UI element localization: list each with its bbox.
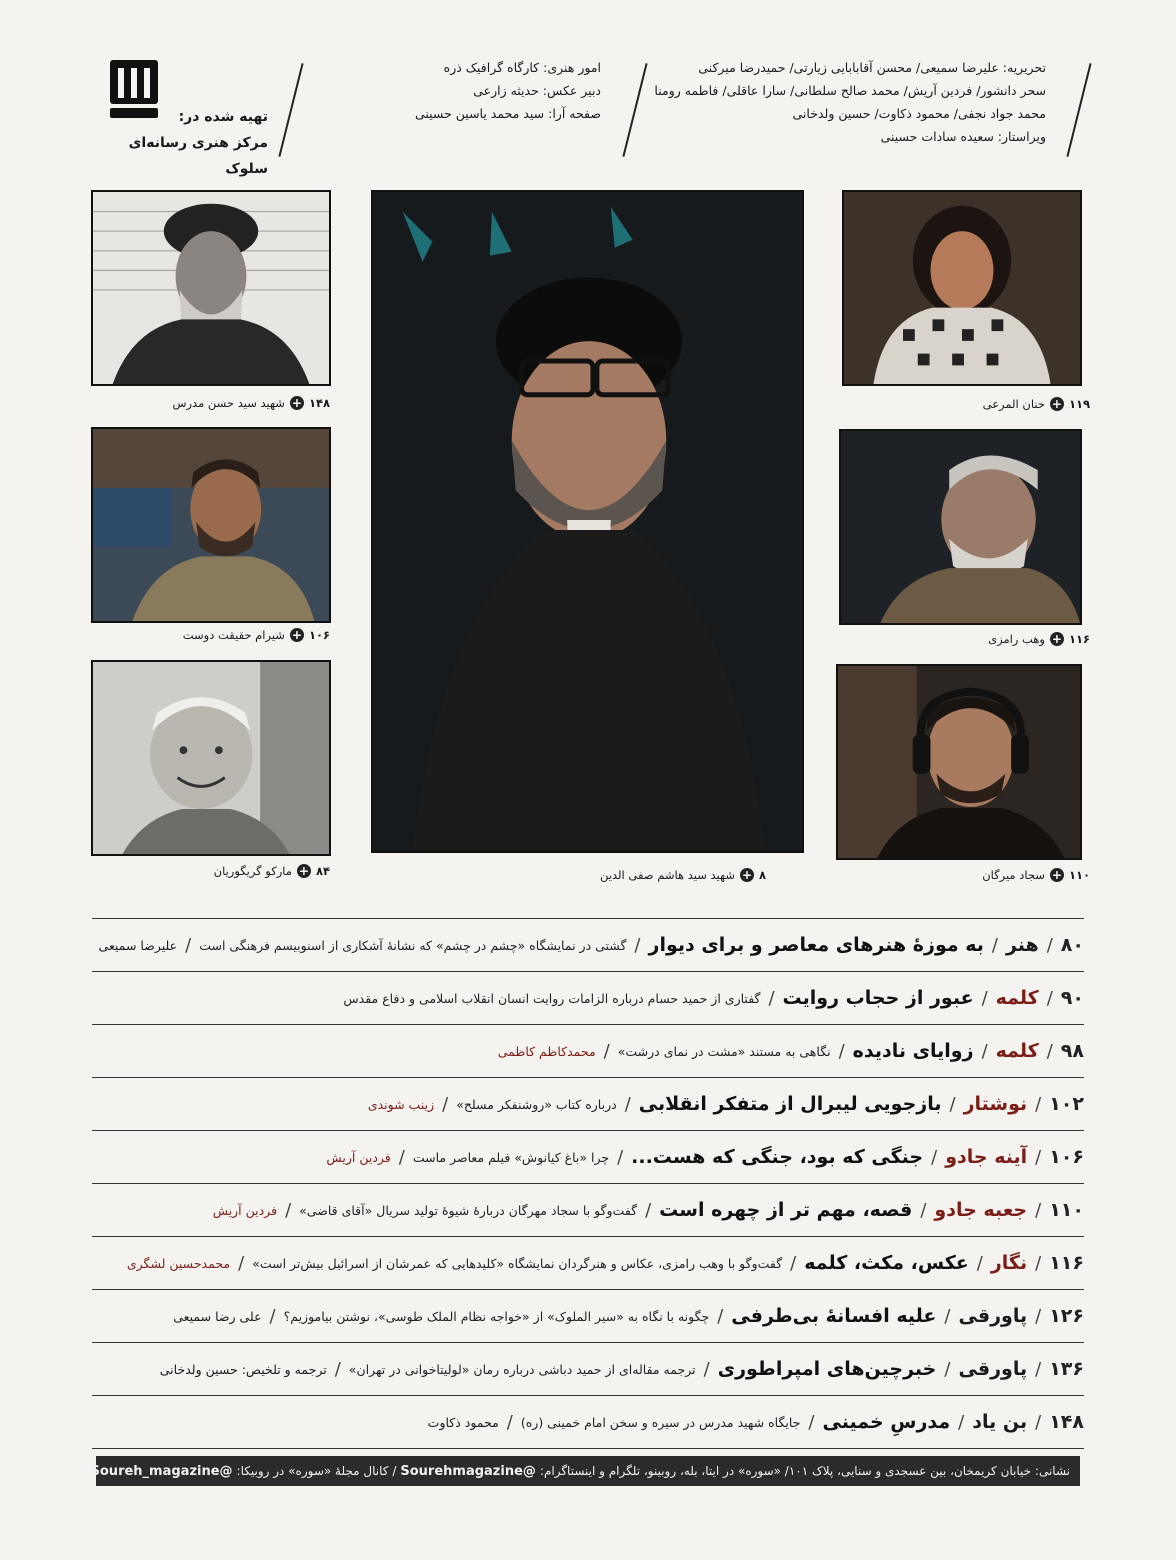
- toc-title: بازجویی لیبرال از متفکر انقلابی: [638, 1093, 942, 1115]
- toc-author: محمدکاظم کاظمی: [497, 1043, 596, 1059]
- slash-separator: /: [185, 934, 192, 956]
- toc-section: جعبه جادو: [934, 1199, 1028, 1221]
- toc-page-number: ۱۳۶: [1049, 1358, 1084, 1380]
- slash-separator: /: [981, 987, 988, 1009]
- toc-row[interactable]: [92, 1343, 1084, 1396]
- caption-text: سجاد میرگان: [982, 868, 1045, 882]
- caption-main: [600, 868, 766, 882]
- slash-separator: /: [442, 1093, 449, 1115]
- footer-channel-label: / کانال مجلهٔ «سوره» در روبیکا:: [236, 1464, 397, 1478]
- toc-author: زینب شوندی: [367, 1096, 435, 1112]
- toc-row[interactable]: [92, 919, 1084, 972]
- toc-title: به موزهٔ هنرهای معاصر و برای دیوار: [648, 934, 984, 956]
- toc-author: علی رضا سمیعی: [173, 1308, 262, 1324]
- plus-icon: +: [1051, 632, 1062, 646]
- plus-icon: +: [291, 396, 302, 410]
- toc-page-number: ۹۰: [1060, 987, 1084, 1009]
- caption-haghighat: [183, 628, 330, 642]
- toc-page-number: ۸۰: [1060, 934, 1084, 956]
- portrait-image: [844, 192, 1080, 384]
- portrait-image: [841, 431, 1080, 623]
- slash-separator: /: [944, 1358, 951, 1380]
- slash-separator: /: [976, 1252, 983, 1274]
- toc-row[interactable]: [92, 1184, 1084, 1237]
- toc-description: جایگاه شهید مدرس در سیره و سخن امام خمینی (ره): [520, 1414, 801, 1430]
- credit-line: سحر دانشور/ فردین آریش/ محمد صالح سلطانی/ سارا عاقلی/ فاطمه رومنا: [654, 83, 1046, 98]
- divider: [278, 63, 303, 157]
- toc-section: هنر: [1005, 934, 1039, 956]
- slash-separator: /: [238, 1252, 245, 1274]
- slash-separator: /: [981, 1040, 988, 1062]
- toc-title: عبور از حجاب روایت: [782, 987, 974, 1009]
- slash-separator: /: [624, 1093, 631, 1115]
- toc-row[interactable]: [92, 1290, 1084, 1343]
- toc-row[interactable]: [92, 1237, 1084, 1290]
- credits-art: [341, 56, 601, 125]
- footer-bar: [90, 1456, 1080, 1486]
- toc-author: علیرضا سمیعی: [98, 937, 178, 953]
- slash-separator: /: [398, 1146, 405, 1168]
- footer-handle-rubika[interactable]: @Soureh_magazine: [90, 1463, 233, 1479]
- slash-separator: /: [1046, 934, 1053, 956]
- producer-name: مرکز هنری رسانه‌ای سلوک: [128, 135, 268, 177]
- toc-section: پاورقی: [958, 1358, 1028, 1380]
- toc-row[interactable]: [92, 972, 1084, 1025]
- slash-separator: /: [768, 987, 775, 1009]
- toc-description: گفت‌وگو با سجاد مهرگان دربارهٔ شیوهٔ تولید سریال «آقای قاضی»: [299, 1202, 638, 1218]
- credit-line: تحریریه: علیرضا سمیعی/ محسن آقابابایی زیارتی/ حمیدرضا میرکنی: [698, 60, 1046, 75]
- toc-title: خبرچین‌های امپراطوری: [717, 1358, 937, 1380]
- slash-separator: /: [958, 1411, 965, 1433]
- footer-address: نشانی: خیابان کریمخان، بین عسجدی و سنایی، پلاک ۱۰۱/ «سوره» در ایتا، بله، روبینو، تلگرام و اینستاگرام:: [539, 1464, 1070, 1478]
- caption-modarres: [172, 396, 330, 410]
- caption-text: وهب رامزی: [988, 632, 1045, 646]
- slash-separator: /: [838, 1040, 845, 1062]
- slash-separator: /: [1035, 1358, 1042, 1380]
- toc-section: پاورقی: [958, 1305, 1028, 1327]
- slash-separator: /: [1035, 1252, 1042, 1274]
- slash-separator: /: [931, 1146, 938, 1168]
- photo-haghighat: [91, 427, 331, 623]
- photo-main: [371, 190, 804, 853]
- slash-separator: /: [617, 1146, 624, 1168]
- plus-icon: +: [1051, 868, 1062, 882]
- caption-text: حنان المرعی: [982, 397, 1045, 411]
- credit-line: ویراستار: سعیده سادات حسینی: [880, 129, 1046, 144]
- slash-separator: /: [1035, 1305, 1042, 1327]
- toc-author: ترجمه و تلخیص: حسین ولدخانی: [159, 1361, 327, 1377]
- portrait-image: [93, 192, 329, 384]
- toc-section: آینه جادو: [945, 1146, 1028, 1168]
- toc-title: جنگی که بود، جنگی که هست...: [631, 1146, 924, 1168]
- divider: [1066, 63, 1091, 157]
- slash-separator: /: [1035, 1411, 1042, 1433]
- toc-section: نوشتار: [963, 1093, 1028, 1115]
- toc-description: درباره کتاب «روشنفکر مسلح»: [456, 1096, 617, 1112]
- slash-separator: /: [634, 934, 641, 956]
- toc-row[interactable]: [92, 1025, 1084, 1078]
- page-number: ۸: [758, 868, 766, 882]
- slash-separator: /: [949, 1093, 956, 1115]
- toc-title: علیه افسانهٔ بی‌طرفی: [731, 1305, 937, 1327]
- toc-title: قصه، مهم تر از چهره است: [659, 1199, 913, 1221]
- credits-editorial: [626, 56, 1046, 148]
- slash-separator: /: [808, 1411, 815, 1433]
- footer-handle-social[interactable]: @Sourehmagazine: [400, 1463, 536, 1479]
- toc-section: کلمه: [995, 1040, 1039, 1062]
- portrait-image: [93, 662, 329, 854]
- slash-separator: /: [603, 1040, 610, 1062]
- plus-icon: +: [298, 864, 309, 878]
- caption-text: مارکو گریگوریان: [213, 864, 292, 878]
- credit-line: محمد جواد نجفی/ محمود ذکاوت/ حسین ولدخانی: [792, 106, 1046, 121]
- toc-author: محمدحسین لشگری: [126, 1255, 231, 1271]
- toc-page-number: ۹۸: [1060, 1040, 1084, 1062]
- caption-text: شیرام حقیقت دوست: [182, 628, 285, 642]
- producer-label: تهیه شده در:: [178, 109, 268, 125]
- toc-title: عکس، مکث، کلمه: [804, 1252, 969, 1274]
- caption-sajjad: [982, 868, 1090, 882]
- photo-sajjad: [836, 664, 1082, 860]
- toc-page-number: ۱۱۶: [1049, 1252, 1084, 1274]
- caption-wahab: [988, 632, 1090, 646]
- slash-separator: /: [1035, 1146, 1042, 1168]
- page-number: ۱۱۶: [1068, 632, 1090, 646]
- toc-row[interactable]: [92, 1396, 1084, 1449]
- slash-separator: /: [991, 934, 998, 956]
- slash-separator: /: [645, 1199, 652, 1221]
- toc-section: بن یاد: [972, 1411, 1028, 1433]
- slash-separator: /: [269, 1305, 276, 1327]
- plus-icon: +: [1051, 397, 1062, 411]
- slash-separator: /: [285, 1199, 292, 1221]
- credit-line: امور هنری: کارگاه گرافیک ذره: [443, 60, 601, 75]
- caption-text: شهید سید حسن مدرس: [172, 396, 285, 410]
- toc-page-number: ۱۴۸: [1049, 1411, 1084, 1433]
- caption-text: شهید سید هاشم صفی الدین: [600, 868, 735, 882]
- toc-author: محمود ذکاوت: [427, 1414, 499, 1430]
- soureh-logo: [108, 58, 160, 122]
- toc-page-number: ۱۰۶: [1049, 1146, 1084, 1168]
- toc-title: مدرسِ خمینی: [822, 1411, 951, 1433]
- slash-separator: /: [703, 1358, 710, 1380]
- photo-marco: [91, 660, 331, 856]
- credit-line: دبیر عکس: حدیثه زارعی: [473, 83, 601, 98]
- toc-page-number: ۱۲۶: [1049, 1305, 1084, 1327]
- toc-description: گشتی در نمایشگاه «چشم در چشم» که نشانهٔ آشکاری از اسنوبیسم فرهنگی است: [199, 937, 627, 953]
- slash-separator: /: [920, 1199, 927, 1221]
- slash-separator: /: [1046, 987, 1053, 1009]
- slash-separator: /: [1035, 1093, 1042, 1115]
- slash-separator: /: [506, 1411, 513, 1433]
- toc-section: نگار: [990, 1252, 1028, 1274]
- caption-hanan: [983, 397, 1090, 411]
- portrait-image: [373, 192, 802, 851]
- toc-description: گفت‌وگو با وهب رامزی، عکاس و هنرگردان نمایشگاه «کلیدهایی که عمرشان از اسرائیل بیش‌تر است»: [252, 1255, 783, 1271]
- toc-page-number: ۱۰۲: [1049, 1093, 1084, 1115]
- plus-icon: +: [741, 868, 752, 882]
- plus-icon: +: [291, 628, 302, 642]
- toc-description: چگونه با نگاه به «سیر الملوک» از «خواجه نظام الملک طوسی»، نوشتن بیاموزیم؟: [283, 1308, 710, 1324]
- toc-description: ترجمه مقاله‌ای از حمید دباشی درباره رمان «لولیتاخوانی در تهران»: [348, 1361, 696, 1377]
- toc-title: زوایای نادیده: [852, 1040, 974, 1062]
- photo-modarres: [91, 190, 331, 386]
- page-number: ۱۰۶: [308, 628, 330, 642]
- page-number: ۸۴: [315, 864, 330, 878]
- slash-separator: /: [717, 1305, 724, 1327]
- slash-separator: /: [1035, 1199, 1042, 1221]
- slash-separator: /: [790, 1252, 797, 1274]
- slash-separator: /: [334, 1358, 341, 1380]
- portrait-image: [838, 666, 1080, 858]
- slash-separator: /: [944, 1305, 951, 1327]
- toc-description: نگاهی به مستند «مشت در نمای درشت»: [617, 1043, 831, 1059]
- slash-separator: /: [1046, 1040, 1053, 1062]
- toc-author: فردین آریش: [326, 1149, 391, 1165]
- page-number: ۱۱۰: [1068, 868, 1090, 882]
- toc-page-number: ۱۱۰: [1049, 1199, 1084, 1221]
- photo-hanan: [842, 190, 1082, 386]
- page-number: ۱۱۹: [1068, 397, 1090, 411]
- portrait-image: [93, 429, 329, 621]
- caption-marco: [214, 864, 330, 878]
- page-number: ۱۴۸: [308, 396, 330, 410]
- toc-row[interactable]: [92, 1131, 1084, 1184]
- toc-section: کلمه: [995, 987, 1039, 1009]
- credit-line: صفحه آرا: سید محمد یاسین حسینی: [414, 106, 601, 121]
- toc-author: فردین آریش: [212, 1202, 278, 1218]
- toc-description: گفتاری از حمید حسام درباره الزامات روایت انسان انقلاب اسلامی و دفاع مقدس: [343, 990, 761, 1006]
- toc-description: چرا «باغ کیانوش» فیلم معاصر ماست: [412, 1149, 610, 1165]
- toc-row[interactable]: [92, 1078, 1084, 1131]
- photo-wahab: [839, 429, 1082, 625]
